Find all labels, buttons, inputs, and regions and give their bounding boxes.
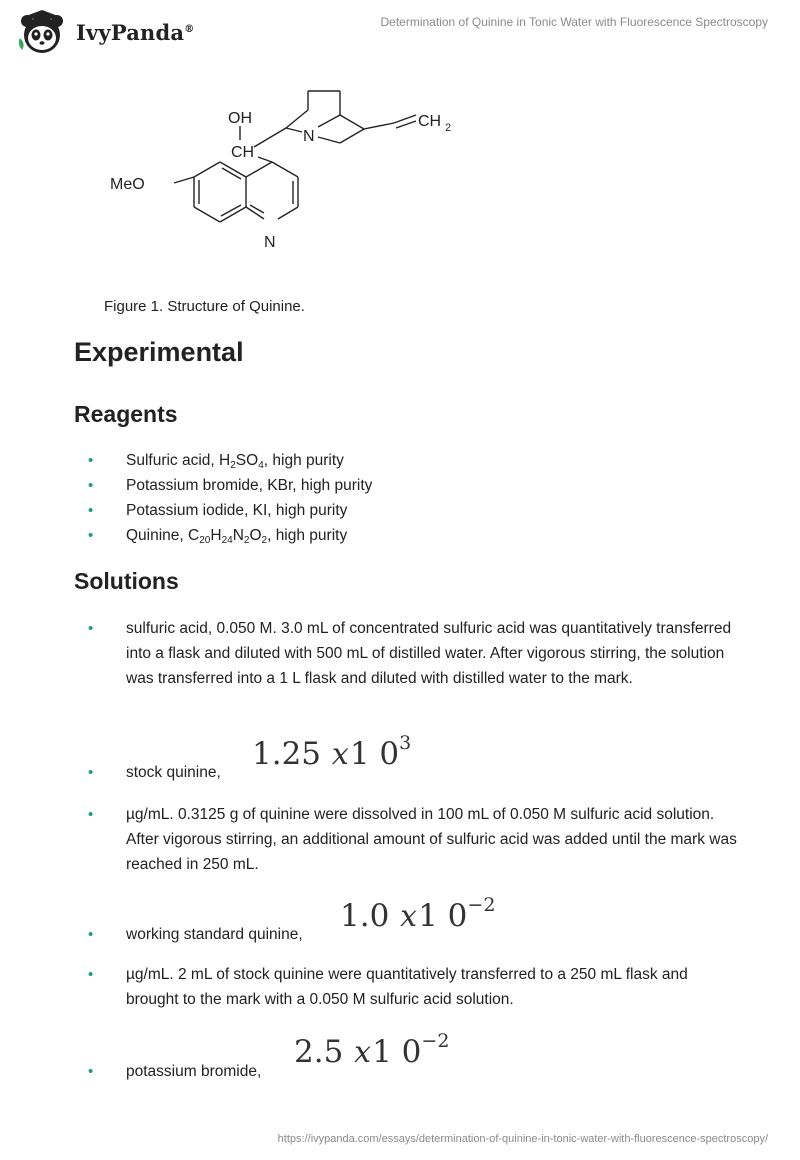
list-item: • µg/mL. 2 mL of stock quinine were quantitatively transferred to a 250 mL flask and brought to the mark with a 0.050 M sulfuric acid solution. <box>88 962 738 1012</box>
list-item: • working standard quinine, <box>88 922 738 947</box>
subheading-solutions: Solutions <box>74 568 179 594</box>
page-header <box>0 0 800 60</box>
ch2-subscript: 2 <box>445 122 452 134</box>
figure-caption: Figure 1. Structure of Quinine. <box>104 298 305 315</box>
oh-label: OH <box>228 110 252 127</box>
list-item: • Quinine, $C_{20}H_{24}N_2O_2$, high purity <box>88 523 738 548</box>
subheading-reagents: Reagents <box>74 401 178 427</box>
formula-stock-quinine: 1.25 x1 $0^3$ <box>252 732 412 772</box>
bullet-icon: • <box>88 1063 94 1080</box>
ring-nitrogen-label: N <box>264 234 276 251</box>
document-title: Determination of Quinine in Tonic Water with Fluorescence Spectroscopy <box>380 15 768 29</box>
bullet-icon: • <box>88 620 94 637</box>
formula-potassium-bromide: 2.5 x1 $0^{-2}$ <box>294 1030 450 1070</box>
ivypanda-logo[interactable] <box>14 8 194 56</box>
list-item: • sulfuric acid, 0.050 M. 3.0 mL of concentrated sulfuric acid was quantitatively transferred into a flask and diluted with 500 mL of distilled water. After vigorous stirring, the solution was transferred into a 1 L flask and diluted with distilled water to the mark. <box>88 616 738 691</box>
section-heading-experimental: Experimental <box>74 337 244 367</box>
bullet-icon: • <box>88 806 94 823</box>
list-item: • Sulfuric acid, $H_2SO_4$, high purity <box>88 448 738 473</box>
bullet-icon: • <box>88 764 94 781</box>
solutions-list-1 <box>88 616 738 691</box>
bullet-icon: • <box>88 477 94 494</box>
solutions-list-3 <box>88 802 738 877</box>
nitrogen-label: N <box>303 128 315 145</box>
list-item: • µg/mL. 0.3125 g of quinine were dissolved in 100 mL of 0.050 M sulfuric acid solution. After vigorous stirring, an additional amount of sulfuric acid was added until the mark was reached in 250 mL. <box>88 802 738 877</box>
bullet-icon: • <box>88 502 94 519</box>
ch2-label: CH <box>418 113 442 130</box>
meo-label: MeO <box>110 176 145 193</box>
list-item: • Potassium iodide, KI, high purity <box>88 498 738 523</box>
solutions-list-2 <box>88 760 738 785</box>
source-url-link[interactable]: https://ivypanda.com/essays/determination-of-quinine-in-tonic-water-with-fluorescence-spectroscopy/ <box>277 1133 768 1145</box>
list-item: • stock quinine, <box>88 760 738 785</box>
solutions-list-5 <box>88 962 738 1012</box>
logo-text: IvyPanda® <box>76 19 195 45</box>
bullet-icon: • <box>88 452 94 469</box>
panda-logo-icon <box>14 8 70 56</box>
bullet-icon: • <box>88 966 94 983</box>
structure-bonds <box>174 91 416 222</box>
bullet-icon: • <box>88 527 94 544</box>
list-item: • potassium bromide, <box>88 1059 738 1084</box>
list-item: • Potassium bromide, KBr, high purity <box>88 473 738 498</box>
quinine-structure-figure <box>104 85 464 265</box>
bullet-icon: • <box>88 926 94 943</box>
ch-label: CH <box>231 144 255 161</box>
formula-working-standard: 1.0 x1 $0^{-2}$ <box>340 894 496 934</box>
reagents-list <box>88 448 738 548</box>
